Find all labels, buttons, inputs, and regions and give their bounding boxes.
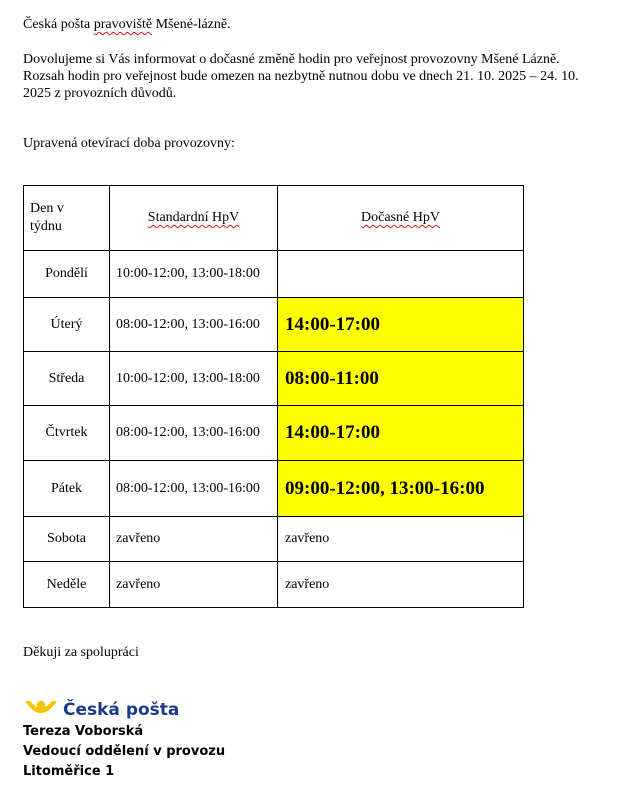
header-day-line-1: Den v bbox=[30, 201, 64, 216]
standard-hours-cell: 08:00-12:00, 13:00-16:00 bbox=[110, 298, 278, 352]
temporary-hours-cell bbox=[278, 251, 524, 298]
opening-hours-table bbox=[23, 185, 524, 608]
intro-line-2: Rozsah hodin pro veřejnost bude omezen na nezbytně nutnou dobu ve dnech 21. 10. 2025 – 24. 10. bbox=[23, 69, 579, 84]
table-row bbox=[24, 298, 524, 352]
header-temporary bbox=[278, 186, 524, 251]
temporary-hours-cell: zavřeno bbox=[278, 562, 524, 608]
standard-hours-cell: 10:00-12:00, 13:00-18:00 bbox=[110, 251, 278, 298]
table-row bbox=[24, 517, 524, 562]
standard-hours-cell: zavřeno bbox=[110, 517, 278, 562]
day-cell: Pondělí bbox=[24, 251, 110, 298]
heading-misspelled-word: pravoviště bbox=[93, 17, 153, 32]
table-row bbox=[24, 461, 524, 517]
table-header-row bbox=[24, 186, 524, 251]
intro-line-1: Dovolujeme si Vás informovat o dočasné změně hodin pro veřejnost provozovny Mšené Lázně. bbox=[23, 52, 560, 67]
temporary-hours-cell-highlighted: 14:00-17:00 bbox=[278, 298, 524, 352]
temporary-hours-cell-highlighted: 09:00-12:00, 13:00-16:00 bbox=[278, 461, 524, 517]
table-row bbox=[24, 406, 524, 461]
header-day-line-2: týdnu bbox=[30, 219, 62, 234]
day-cell: Pátek bbox=[24, 461, 110, 517]
signature-office: Litoměřice 1 bbox=[23, 764, 115, 779]
standard-hours-cell: 10:00-12:00, 13:00-18:00 bbox=[110, 352, 278, 406]
table-row bbox=[24, 562, 524, 608]
signature-title: Vedoucí oddělení v provozu bbox=[23, 744, 226, 759]
heading-prefix: Česká pošta bbox=[23, 17, 94, 32]
header-day bbox=[24, 186, 110, 251]
table-caption: Upravená otevírací doba provozovny: bbox=[23, 136, 235, 151]
day-cell: Čtvrtek bbox=[24, 406, 110, 461]
intro-line-3: 2025 z provozních důvodů. bbox=[23, 86, 177, 101]
table-row bbox=[24, 251, 524, 298]
day-cell: Sobota bbox=[24, 517, 110, 562]
closing-text: Děkuji za spolupráci bbox=[23, 645, 139, 660]
header-standard bbox=[110, 186, 278, 251]
temporary-hours-cell: zavřeno bbox=[278, 517, 524, 562]
standard-hours-cell: 08:00-12:00, 13:00-16:00 bbox=[110, 406, 278, 461]
posthorn-icon bbox=[23, 695, 183, 723]
document-heading bbox=[23, 16, 231, 33]
standard-hours-cell: 08:00-12:00, 13:00-16:00 bbox=[110, 461, 278, 517]
day-cell: Úterý bbox=[24, 298, 110, 352]
day-cell: Neděle bbox=[24, 562, 110, 608]
temporary-hours-cell-highlighted: 14:00-17:00 bbox=[278, 406, 524, 461]
header-standard-label: Standardní HpV bbox=[147, 210, 240, 225]
ceska-posta-logo bbox=[23, 695, 183, 723]
day-cell: Středa bbox=[24, 352, 110, 406]
table-row bbox=[24, 352, 524, 406]
standard-hours-cell: zavřeno bbox=[110, 562, 278, 608]
signature-name: Tereza Voborská bbox=[23, 724, 144, 739]
heading-suffix: Mšené-lázně. bbox=[152, 17, 231, 32]
header-temporary-label: Dočasné HpV bbox=[361, 210, 440, 225]
temporary-hours-cell-highlighted: 08:00-11:00 bbox=[278, 352, 524, 406]
svg-text:Česká pošta: Česká pošta bbox=[63, 700, 180, 720]
